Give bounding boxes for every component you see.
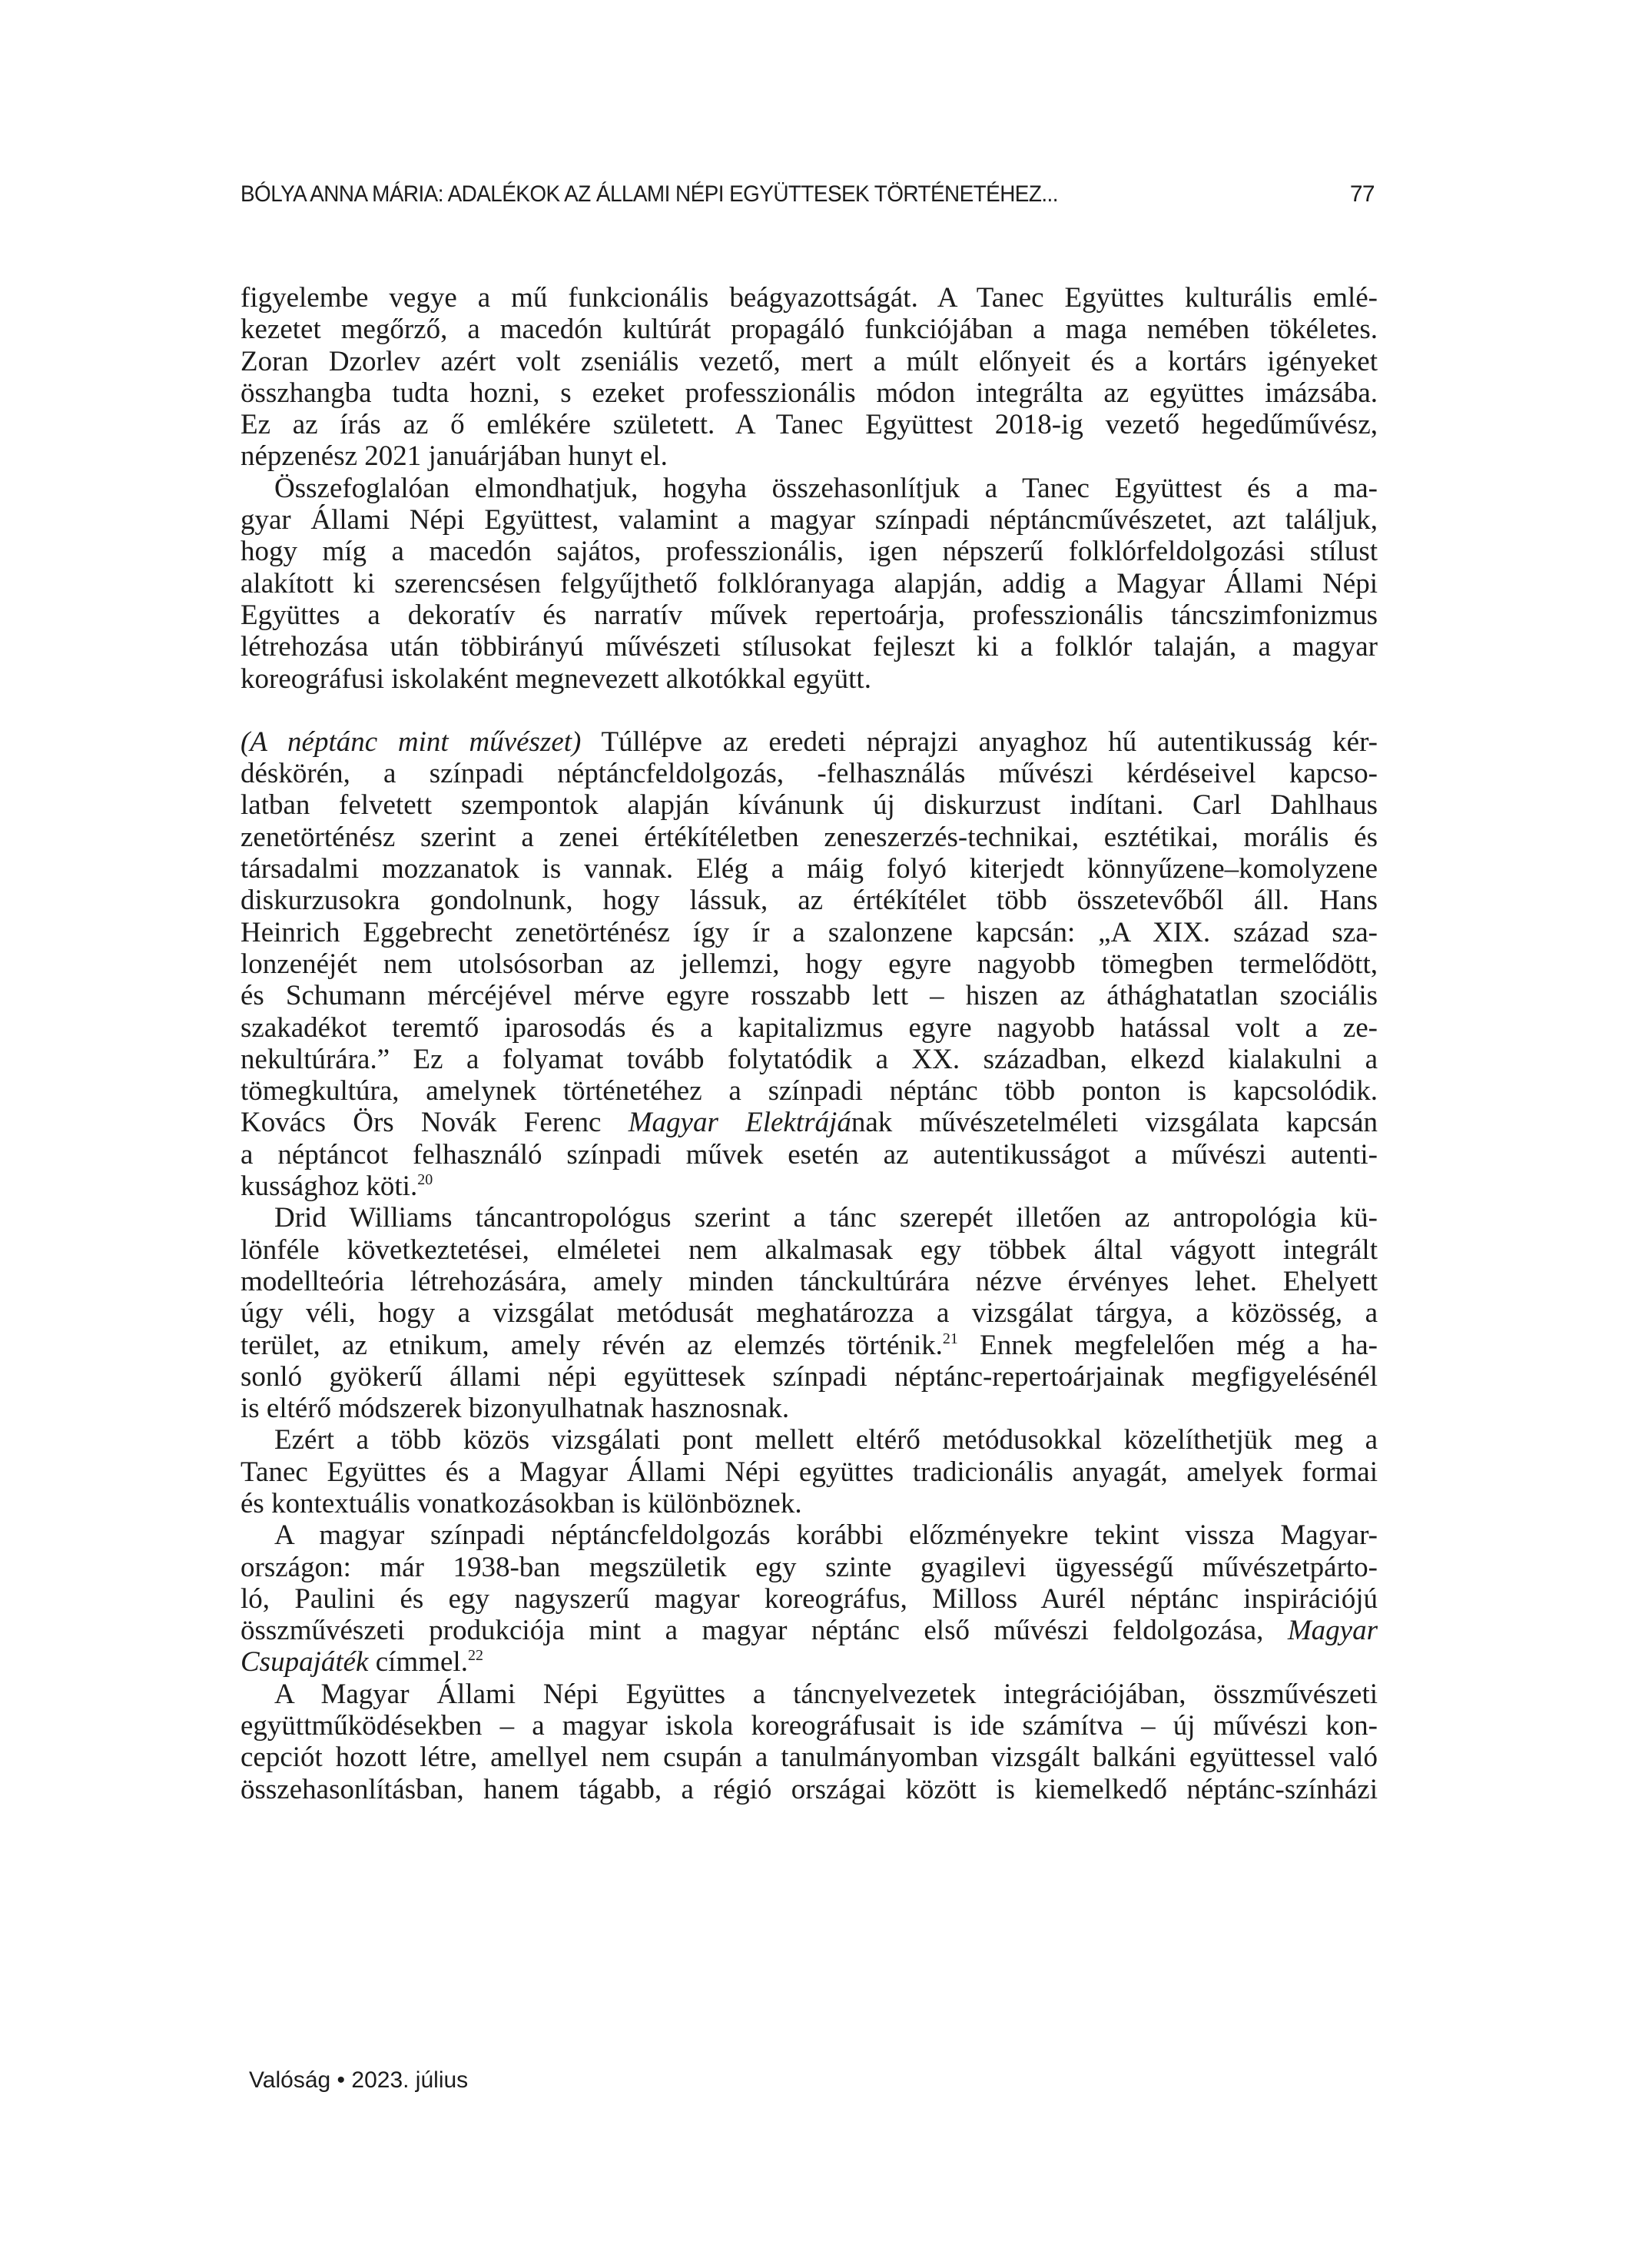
text-line: Zoran Dzorlev azért volt zseniális vezető, mert a múlt előnyeit és a kortárs igényeket	[240, 345, 1378, 377]
text-line: Tanec Együttes és a Magyar Állami Népi együttes tradicionális anyagát, amelyek formai	[240, 1456, 1378, 1488]
text-line: a néptáncot felhasználó színpadi művek esetén az autentikusságot a művészi autenti-	[240, 1138, 1378, 1171]
paragraph	[240, 1679, 1378, 1805]
paragraph	[240, 1424, 1378, 1519]
text-line: cepciót hozott létre, amellyel nem csupán a tanulmányomban vizsgált balkáni együttessel való	[240, 1742, 1378, 1774]
text-line: figyelembe vegye a mű funkcionális beágyazottságát. A Tanec Együttes kulturális emlé-	[240, 282, 1378, 314]
text-line: együttműködésekben – a magyar iskola koreográfusait is ide számítva – új művészi kon-	[240, 1710, 1378, 1742]
text-line: hogy míg a macedón sajátos, professzionális, igen népszerű folklórfeldolgozási stílust	[240, 536, 1378, 568]
article-body	[240, 282, 1378, 1805]
issue-date: 2023. július	[351, 2067, 469, 2093]
paragraph	[240, 473, 1378, 695]
running-title: BÓLYA ANNA MÁRIA: ADALÉKOK AZ ÁLLAMI NÉPI EGYÜTTESEK TÖRTÉNETÉHEZ...	[240, 181, 1058, 207]
text-line: terület, az etnikum, amely révén az elemzés történik.$^{21}$ Ennek megfelelően még a ha-	[240, 1329, 1378, 1361]
journal-name: Valóság	[249, 2067, 331, 2093]
text-line: és kontextuális vonatkozásokban is különböznek.	[240, 1487, 802, 1519]
text-line: kezetet megőrző, a macedón kultúrát propagáló funkciójában a maga nemében tökéletes.	[240, 314, 1378, 346]
text-line: Összefoglalóan elmondhatjuk, hogyha összehasonlítjuk a Tanec Együttest és a ma-	[274, 472, 1378, 504]
text-line: alakított ki szerencsésen felgyűjthető folklóranyaga alapján, addig a Magyar Állami Népi	[240, 567, 1378, 599]
text-line: lönféle következtetései, elméletei nem alkalmasak egy többek által vágyott integrált	[240, 1234, 1378, 1266]
text-line: Ezért a több közös vizsgálati pont mellett eltérő metódusokkal közelíthetjük meg a	[274, 1424, 1378, 1456]
running-header	[240, 181, 1378, 208]
section-run-in-title: (A néptánc mint művészet)	[240, 726, 582, 758]
text-line: úgy véli, hogy a vizsgálat metódusát meghatározza a vizsgálat tárgya, a közösség, a	[240, 1297, 1378, 1330]
paragraph	[240, 1202, 1378, 1424]
bullet-separator: •	[337, 2067, 346, 2093]
text-line: koreográfusi iskolaként megnevezett alkotókkal együtt.	[240, 662, 871, 695]
text-line: népzenész 2021 januárjában hunyt el.	[240, 440, 668, 473]
footnote-ref[interactable]: 21	[942, 1330, 958, 1347]
text-line: társadalmi mozzanatok is vannak. Elég a máig folyó kiterjedt könnyűzene–komolyzene	[240, 853, 1378, 885]
text-line: is eltérő módszerek bizonyulhatnak hasznosnak.	[240, 1393, 790, 1425]
text-line: és Schumann mércéjével mérve egyre rosszabb lett – hiszen az áthághatatlan szociális	[240, 980, 1378, 1012]
text-line: ló, Paulini és egy nagyszerű magyar koreográfus, Milloss Aurél néptánc inspirációjú	[240, 1582, 1378, 1615]
text-line: Kovács Örs Novák Ferenc Magyar Elektrájának művészetelméleti vizsgálata kapcsán	[240, 1107, 1378, 1139]
text-line: A magyar színpadi néptáncfeldolgozás korábbi előzményekre tekint vissza Magyar-	[274, 1519, 1378, 1552]
text-line: latban felvetett szempontok alapján kívánunk új diskurzust indítani. Carl Dahlhaus	[240, 789, 1378, 822]
paragraph	[240, 282, 1378, 473]
text-line: A Magyar Állami Népi Együttes a táncnyelvezetek integrációjában, összművészeti	[274, 1678, 1378, 1710]
text-line: déskörén, a színpadi néptáncfeldolgozás, -felhasználás művészi kérdéseivel kapcso-	[240, 758, 1378, 790]
text-line: gyar Állami Népi Együttest, valamint a magyar színpadi néptáncművészetet, azt találjuk,	[240, 504, 1378, 536]
footnote-ref[interactable]: 20	[417, 1171, 433, 1189]
text-line: összhangba tudta hozni, s ezeket professzionális módon integrálta az együttes imázsába.	[240, 377, 1378, 409]
section-gap	[240, 695, 1378, 726]
text-line: országon: már 1938-ban megszületik egy szinte gyagilevi ügyességű művészetpárto-	[240, 1551, 1378, 1583]
page-footer	[249, 2067, 468, 2094]
text-line: összművészeti produkciója mint a magyar néptánc első művészi feldolgozása, Magyar	[240, 1615, 1378, 1647]
text-line: lonzenéjét nem utolsósorban az jellemzi, hogy egyre nagyobb tömegben termelődött,	[240, 948, 1378, 980]
page-number: 77	[1349, 181, 1375, 207]
text-line: (A néptánc mint művészet) Túllépve az eredeti néprajzi anyaghoz hű autentikusság kér-	[240, 726, 1378, 758]
footnote-ref[interactable]: 22	[467, 1647, 483, 1665]
text-line: sonló gyökerű állami népi együttesek színpadi néptánc-repertoárjainak megfigyelésénél	[240, 1360, 1378, 1393]
text-line: Ez az írás az ő emlékére született. A Tanec Együttest 2018-ig vezető hegedűművész,	[240, 409, 1378, 441]
text-line: Heinrich Eggebrecht zenetörténész így ír a szalonzene kapcsán: „A XIX. század sza-	[240, 916, 1378, 948]
paragraph	[240, 726, 1378, 1202]
text-line: nekultúrára.” Ez a folyamat tovább folytatódik a XX. században, elkezd kialakulni a	[240, 1043, 1378, 1075]
text-line: kussághoz köti.$^{20}$	[240, 1171, 433, 1203]
work-title: Csupajáték	[240, 1646, 369, 1679]
text-line: tömegkultúra, amelynek történetéhez a színpadi néptánc több ponton is kapcsolódik.	[240, 1075, 1378, 1107]
text-line: zenetörténész szerint a zenei értékítéletben zeneszerzés-technikai, esztétikai, morális és	[240, 821, 1378, 853]
text-line: összehasonlításban, hanem tágabb, a régió országai között is kiemelkedő néptánc-színházi	[240, 1773, 1378, 1805]
text-line: modellteória létrehozására, amely minden tánckultúrára nézve érvényes lehet. Ehelyett	[240, 1265, 1378, 1297]
text-line: diskurzusokra gondolnunk, hogy lássuk, az értékítélet több összetevőből áll. Hans	[240, 885, 1378, 917]
text-line: létrehozása után többirányú művészeti stílusokat fejleszt ki a folklór talaján, a magyar	[240, 631, 1378, 663]
text-line: szakadékot teremtő iparosodás és a kapitalizmus egyre nagyobb hatással volt a ze-	[240, 1011, 1378, 1044]
text-line: Drid Williams táncantropológus szerint a tánc szerepét illetően az antropológia kü-	[274, 1202, 1378, 1234]
text-line: Együttes a dekoratív és narratív művek repertoárja, professzionális táncszimfonizmus	[240, 599, 1378, 631]
paragraph	[240, 1519, 1378, 1678]
work-title: Magyar Elektrájá	[628, 1107, 851, 1139]
work-title: Magyar	[1287, 1615, 1378, 1647]
text-line: Csupajáték címmel.$^{22}$	[240, 1646, 483, 1679]
